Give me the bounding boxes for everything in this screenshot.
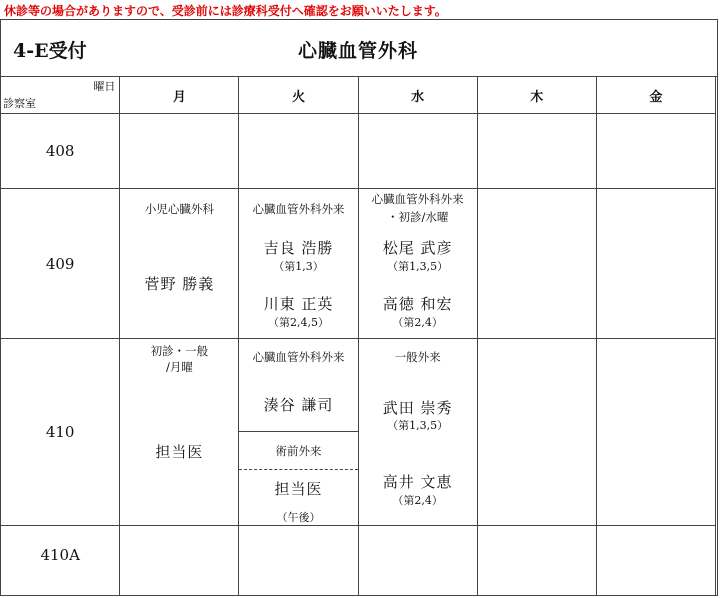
week-note: （第2,4,5） xyxy=(268,316,330,329)
schedule-table xyxy=(0,76,716,596)
clinic-label: 心臓血管外科外来 xyxy=(252,350,345,364)
clinic-label: 小児心臓外科 xyxy=(144,202,214,216)
cell-409-thu xyxy=(477,189,596,339)
cell-409-mon xyxy=(120,189,239,339)
notice-text: 休診等の場合がありますので、受診前には診療科受付へ確認をお願いいたします。 xyxy=(4,4,447,18)
cell-410-thu xyxy=(477,339,596,526)
cell-410a-fri xyxy=(596,526,715,596)
cell-divider xyxy=(239,431,357,432)
clinic-label-sub: /月曜 xyxy=(165,360,193,374)
room-409: 409 xyxy=(1,189,120,339)
week-note: （第1,3,5） xyxy=(387,260,449,273)
doctor-name: 松尾 武彦 xyxy=(382,239,453,257)
clinic-label: 術前外来 xyxy=(275,444,322,458)
cell-410-tue xyxy=(239,339,358,526)
clinic-label: 心臓血管外科外来 xyxy=(252,202,345,216)
cell-409-wed xyxy=(358,189,477,339)
corner-room-label: 診察室 xyxy=(3,97,36,110)
row-409 xyxy=(1,189,716,339)
cell-408-wed xyxy=(358,114,477,189)
cell-410-fri xyxy=(596,339,715,526)
clinic-label: 初診・一般 xyxy=(150,344,209,358)
room-410: 410 xyxy=(1,339,120,526)
time-note: （午後） xyxy=(276,511,321,524)
cell-410a-wed xyxy=(358,526,477,596)
cell-410a-mon xyxy=(120,526,239,596)
room-408: 408 xyxy=(1,114,120,189)
doctor-name: 菅野 勝義 xyxy=(144,275,215,293)
doctor-name: 吉良 浩勝 xyxy=(263,239,334,257)
title-row xyxy=(1,20,717,77)
department-title: 心臓血管外科 xyxy=(298,40,419,62)
clinic-label: 一般外来 xyxy=(394,350,441,364)
cell-410-mon xyxy=(120,339,239,526)
week-note: （第2,4） xyxy=(392,316,443,329)
row-408 xyxy=(1,114,716,189)
doctor-name: 湊谷 謙司 xyxy=(263,396,334,414)
cell-409-tue xyxy=(239,189,358,339)
day-header-mon: 月 xyxy=(120,77,239,114)
clinic-label: 心臓血管外科外来 xyxy=(371,192,464,206)
dashed-divider xyxy=(239,469,357,470)
cell-410-wed xyxy=(358,339,477,526)
reception-label: 4-E受付 xyxy=(13,40,87,62)
day-header-thu: 木 xyxy=(477,77,596,114)
cell-408-mon xyxy=(120,114,239,189)
row-410 xyxy=(1,339,716,526)
day-header-fri: 金 xyxy=(596,77,715,114)
doctor-name: 担当医 xyxy=(274,480,323,498)
cell-408-thu xyxy=(477,114,596,189)
cell-410a-tue xyxy=(239,526,358,596)
cell-408-fri xyxy=(596,114,715,189)
week-note: （第1,3） xyxy=(273,260,324,273)
week-note: （第1,3,5） xyxy=(387,419,449,432)
schedule-frame xyxy=(0,19,718,596)
doctor-name: 高徳 和宏 xyxy=(382,295,453,313)
header-row xyxy=(1,77,716,114)
doctor-name: 武田 崇秀 xyxy=(382,399,453,417)
clinic-label-sub: ・初診/水曜 xyxy=(386,210,449,224)
corner-day-label: 曜日 xyxy=(93,80,116,93)
room-410a: 410A xyxy=(1,526,120,596)
cell-409-fri xyxy=(596,189,715,339)
cell-410a-thu xyxy=(477,526,596,596)
cell-408-tue xyxy=(239,114,358,189)
week-note: （第2,4） xyxy=(392,494,443,507)
corner-cell xyxy=(1,77,120,114)
day-header-wed: 水 xyxy=(358,77,477,114)
doctor-name: 担当医 xyxy=(155,443,204,461)
doctor-name: 高井 文恵 xyxy=(382,473,453,491)
doctor-name: 川東 正英 xyxy=(263,295,334,313)
row-410a xyxy=(1,526,716,596)
day-header-tue: 火 xyxy=(239,77,358,114)
